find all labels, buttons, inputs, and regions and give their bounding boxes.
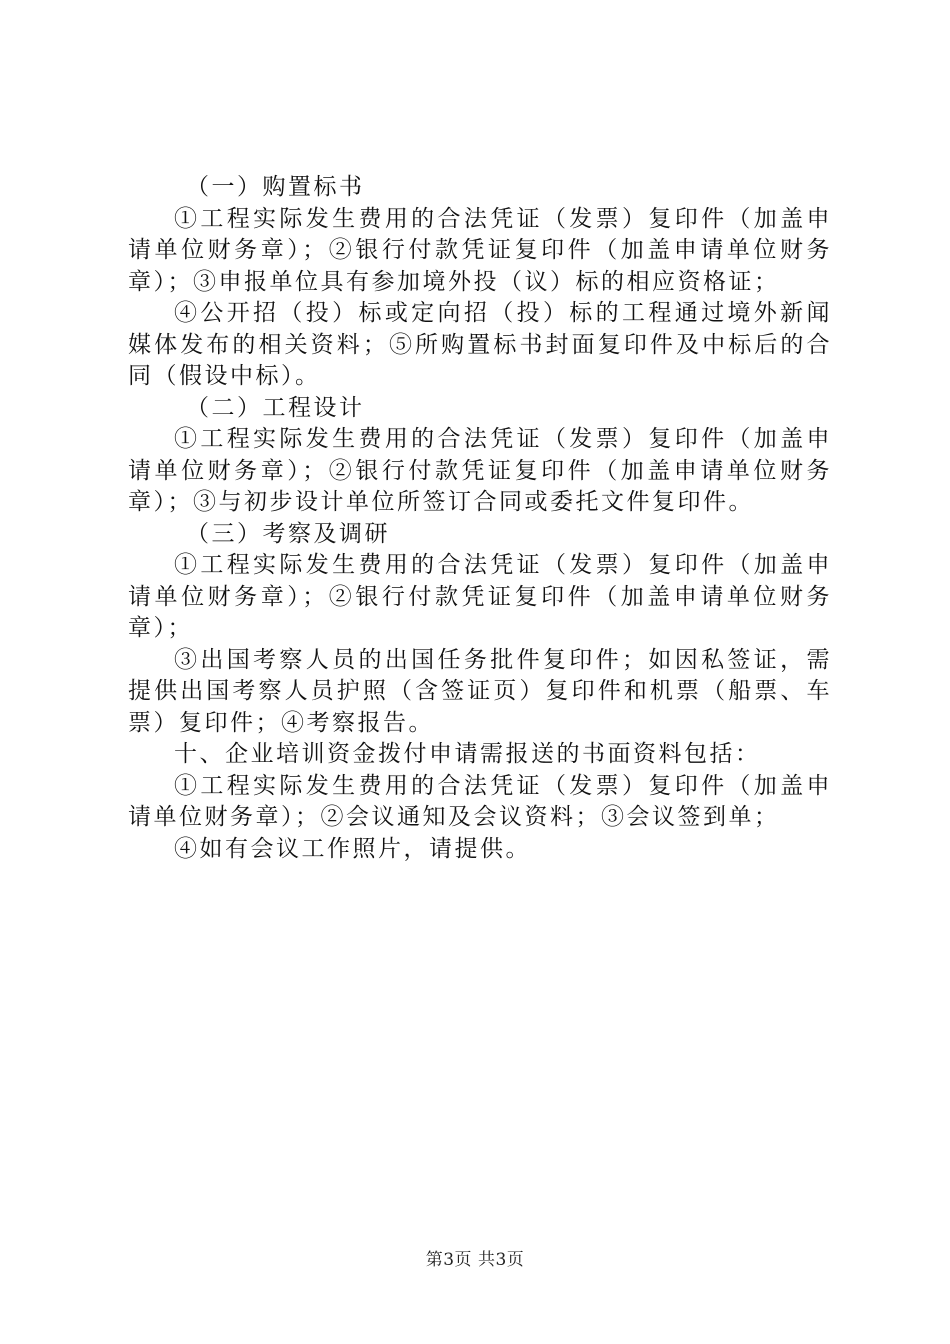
paragraph: ①工程实际发生费用的合法凭证（发票）复印件（加盖申请单位财务章）；②银行付款凭证复印件（加盖申请单位财务章）； [128, 552, 832, 641]
paragraph: ①工程实际发生费用的合法凭证（发票）复印件（加盖申请单位财务章）；②会议通知及会议资料；③会议签到单； [128, 772, 832, 830]
section-heading-inspection-research: （三）考察及调研 [186, 520, 390, 547]
section-heading-engineering-design: （二）工程设计 [186, 394, 365, 421]
paragraph: ④公开招（投）标或定向招（投）标的工程通过境外新闻媒体发布的相关资料；⑤所购置标书封面复印件及中标后的合同（假设中标）。 [128, 300, 832, 389]
paragraph: ③出国考察人员的出国任务批件复印件；如因私签证，需提供出国考察人员护照（含签证页）复印件和机票（船票、车票）复印件；④考察报告。 [128, 646, 832, 736]
paragraph: ①工程实际发生费用的合法凭证（发票）复印件（加盖申请单位财务章）；②银行付款凭证复印件（加盖申请单位财务章）；③与初步设计单位所签订合同或委托文件复印件。 [128, 426, 832, 515]
paragraph: ①工程实际发生费用的合法凭证（发票）复印件（加盖申请单位财务章）；②银行付款凭证复印件（加盖申请单位财务章）；③申报单位具有参加境外投（议）标的相应资格证； [128, 205, 832, 295]
section-heading-purchase-tender: （一）购置标书 [186, 174, 365, 200]
paragraph: ④如有会议工作照片，请提供。 [174, 835, 531, 862]
document-body [128, 172, 832, 865]
page-footer: 第3页 共3页 [425, 1250, 525, 1270]
section-heading-training-funds: 十、企业培训资金拨付申请需报送的书面资料包括： [174, 741, 761, 767]
